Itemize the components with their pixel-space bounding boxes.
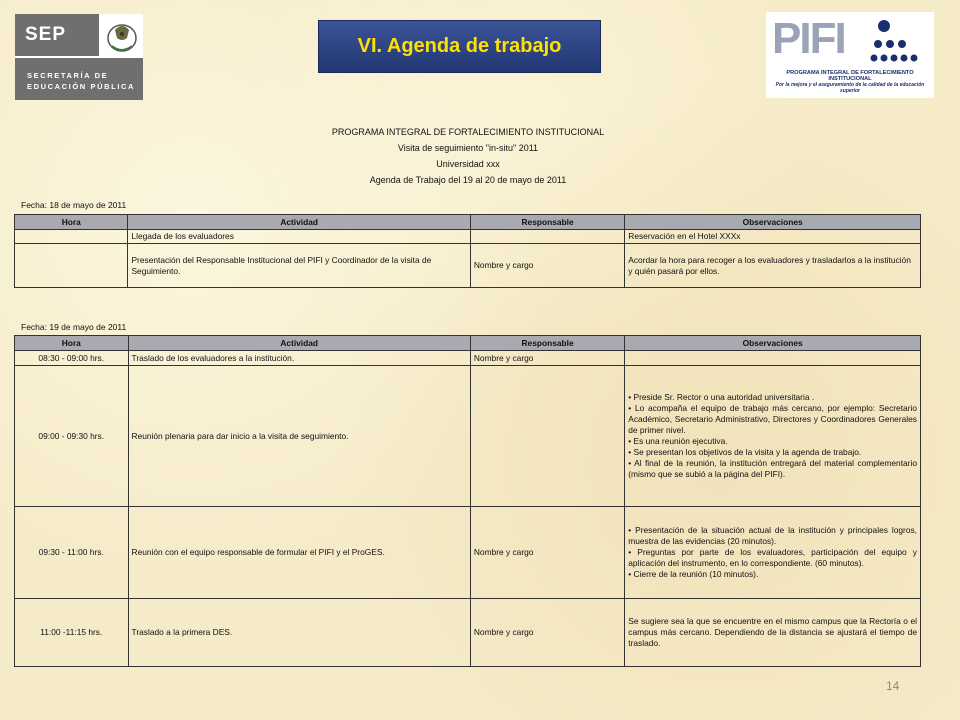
- column-header-hora: Hora: [15, 336, 129, 351]
- table-header-row: [15, 215, 921, 230]
- sep-logo: [15, 14, 143, 100]
- table-row: [15, 230, 921, 244]
- column-header-hora: Hora: [15, 215, 128, 230]
- column-header-responsable: Responsable: [470, 215, 624, 230]
- observation-item: • Es una reunión ejecutiva.: [628, 436, 728, 446]
- cell-hora: [15, 230, 128, 244]
- column-header-responsable: Responsable: [470, 336, 624, 351]
- column-header-observaciones: Observaciones: [625, 336, 921, 351]
- cell-actividad: Reunión plenaria para dar inicio a la visita de seguimiento.: [128, 366, 470, 507]
- observation-item: • Lo acompaña el equipo de trabajo más cercano, por ejemplo: Secretario Académico, Secretario Administrativo, Directores y Coordinadores Generales de primer nivel.: [628, 403, 917, 435]
- header-line-program: PROGRAMA INTEGRAL DE FORTALECIMIENTO INSTITUCIONAL: [331, 127, 605, 137]
- cell-actividad: Reunión con el equipo responsable de formular el PIFI y el ProGES.: [128, 507, 470, 599]
- cell-hora: 09:30 - 11:00 hrs.: [15, 507, 129, 599]
- cell-responsable: [470, 366, 624, 507]
- pifi-logo-title: PROGRAMA INTEGRAL DE FORTALECIMIENTO INSTITUCIONAL: [786, 70, 914, 82]
- sep-logo-line1: SECRETARÍA DE: [27, 71, 109, 80]
- cell-responsable: [470, 230, 624, 244]
- header-line-university: Universidad xxx: [436, 159, 500, 169]
- header-line-agenda: Agenda de Trabajo del 19 al 20 de mayo de 2011: [369, 175, 567, 185]
- column-header-actividad: Actividad: [128, 336, 470, 351]
- observation-item: • Preside Sr. Rector o una autoridad universitaria .: [628, 392, 815, 402]
- day1-date: Fecha: 18 de mayo de 2011: [21, 200, 127, 210]
- observation-item: • Preguntas por parte de los evaluadores, participación del equipo y aplicación del instrumento, en lo correspondiente. (60 minutos).: [628, 547, 917, 568]
- cell-observaciones: [625, 351, 921, 366]
- pifi-logo-subtitle: Por la mejora y el aseguramiento de la calidad de la educación superior: [775, 82, 925, 94]
- sep-logo-line2: EDUCACIÓN PÚBLICA: [27, 82, 136, 91]
- observation-item: • Se presentan los objetivos de la visita y la agenda de trabajo.: [628, 447, 862, 457]
- slide-title: VI. Agenda de trabajo: [318, 20, 601, 73]
- cell-observaciones: Acordar la hora para recoger a los evaluadores y trasladarlos a la institución y quién pasará por ellos.: [625, 244, 921, 288]
- observation-item: • Presentación de la situación actual de la institución y principales logros, muestra de las evidencias (20 minutos).: [628, 525, 917, 546]
- observation-item: • Al final de la reunión, la institución entregará del material complementario (mismo que se subió a la página del PIFI).: [628, 458, 917, 479]
- table-row: [15, 507, 921, 599]
- mexican-eagle-emblem-icon: [103, 16, 141, 56]
- people-icon: [870, 18, 930, 68]
- cell-actividad: Presentación del Responsable Institucional del PIFI y Coordinador de la visita de Seguimiento.: [128, 244, 470, 288]
- table-row: [15, 244, 921, 288]
- cell-responsable: Nombre y cargo: [470, 244, 624, 288]
- observation-item: • Cierre de la reunión (10 minutos).: [628, 569, 759, 579]
- sep-logo-text: [15, 58, 143, 100]
- day2-date: Fecha: 19 de mayo de 2011: [21, 322, 127, 332]
- column-header-actividad: Actividad: [128, 215, 470, 230]
- pifi-logo: [766, 12, 934, 98]
- day2-agenda-table: [14, 335, 921, 667]
- header-line-visit: Visita de seguimiento "in-situ" 2011: [397, 143, 539, 153]
- cell-responsable: Nombre y cargo: [470, 351, 624, 366]
- cell-responsable: Nombre y cargo: [470, 599, 624, 667]
- sep-logo-label: SEP: [15, 14, 99, 56]
- page-number: 14: [886, 679, 900, 693]
- table-row: [15, 366, 921, 507]
- table-header-row: [15, 336, 921, 351]
- document-header: [14, 124, 922, 188]
- cell-hora: 08:30 - 09:00 hrs.: [15, 351, 129, 366]
- cell-actividad: Llegada de los evaluadores: [128, 230, 470, 244]
- cell-observaciones: [625, 507, 921, 599]
- cell-hora: 11:00 -11:15 hrs.: [15, 599, 129, 667]
- cell-actividad: Traslado de los evaluadores a la institución.: [128, 351, 470, 366]
- day1-agenda-table: [14, 214, 921, 288]
- cell-observaciones: Reservación en el Hotel XXXx: [625, 230, 921, 244]
- column-header-observaciones: Observaciones: [625, 215, 921, 230]
- cell-responsable: Nombre y cargo: [470, 507, 624, 599]
- cell-hora: [15, 244, 128, 288]
- cell-observaciones: Se sugiere sea la que se encuentre en el mismo campus que la Rectoría o el campus más cercano. Dependiendo de la distancia se ajustará el tiempo de traslado.: [625, 599, 921, 667]
- cell-actividad: Traslado a la primera DES.: [128, 599, 470, 667]
- cell-hora: 09:00 - 09:30 hrs.: [15, 366, 129, 507]
- table-row: [15, 599, 921, 667]
- cell-observaciones: [625, 366, 921, 507]
- table-row: [15, 351, 921, 366]
- pifi-logo-word: PIFI: [772, 14, 845, 63]
